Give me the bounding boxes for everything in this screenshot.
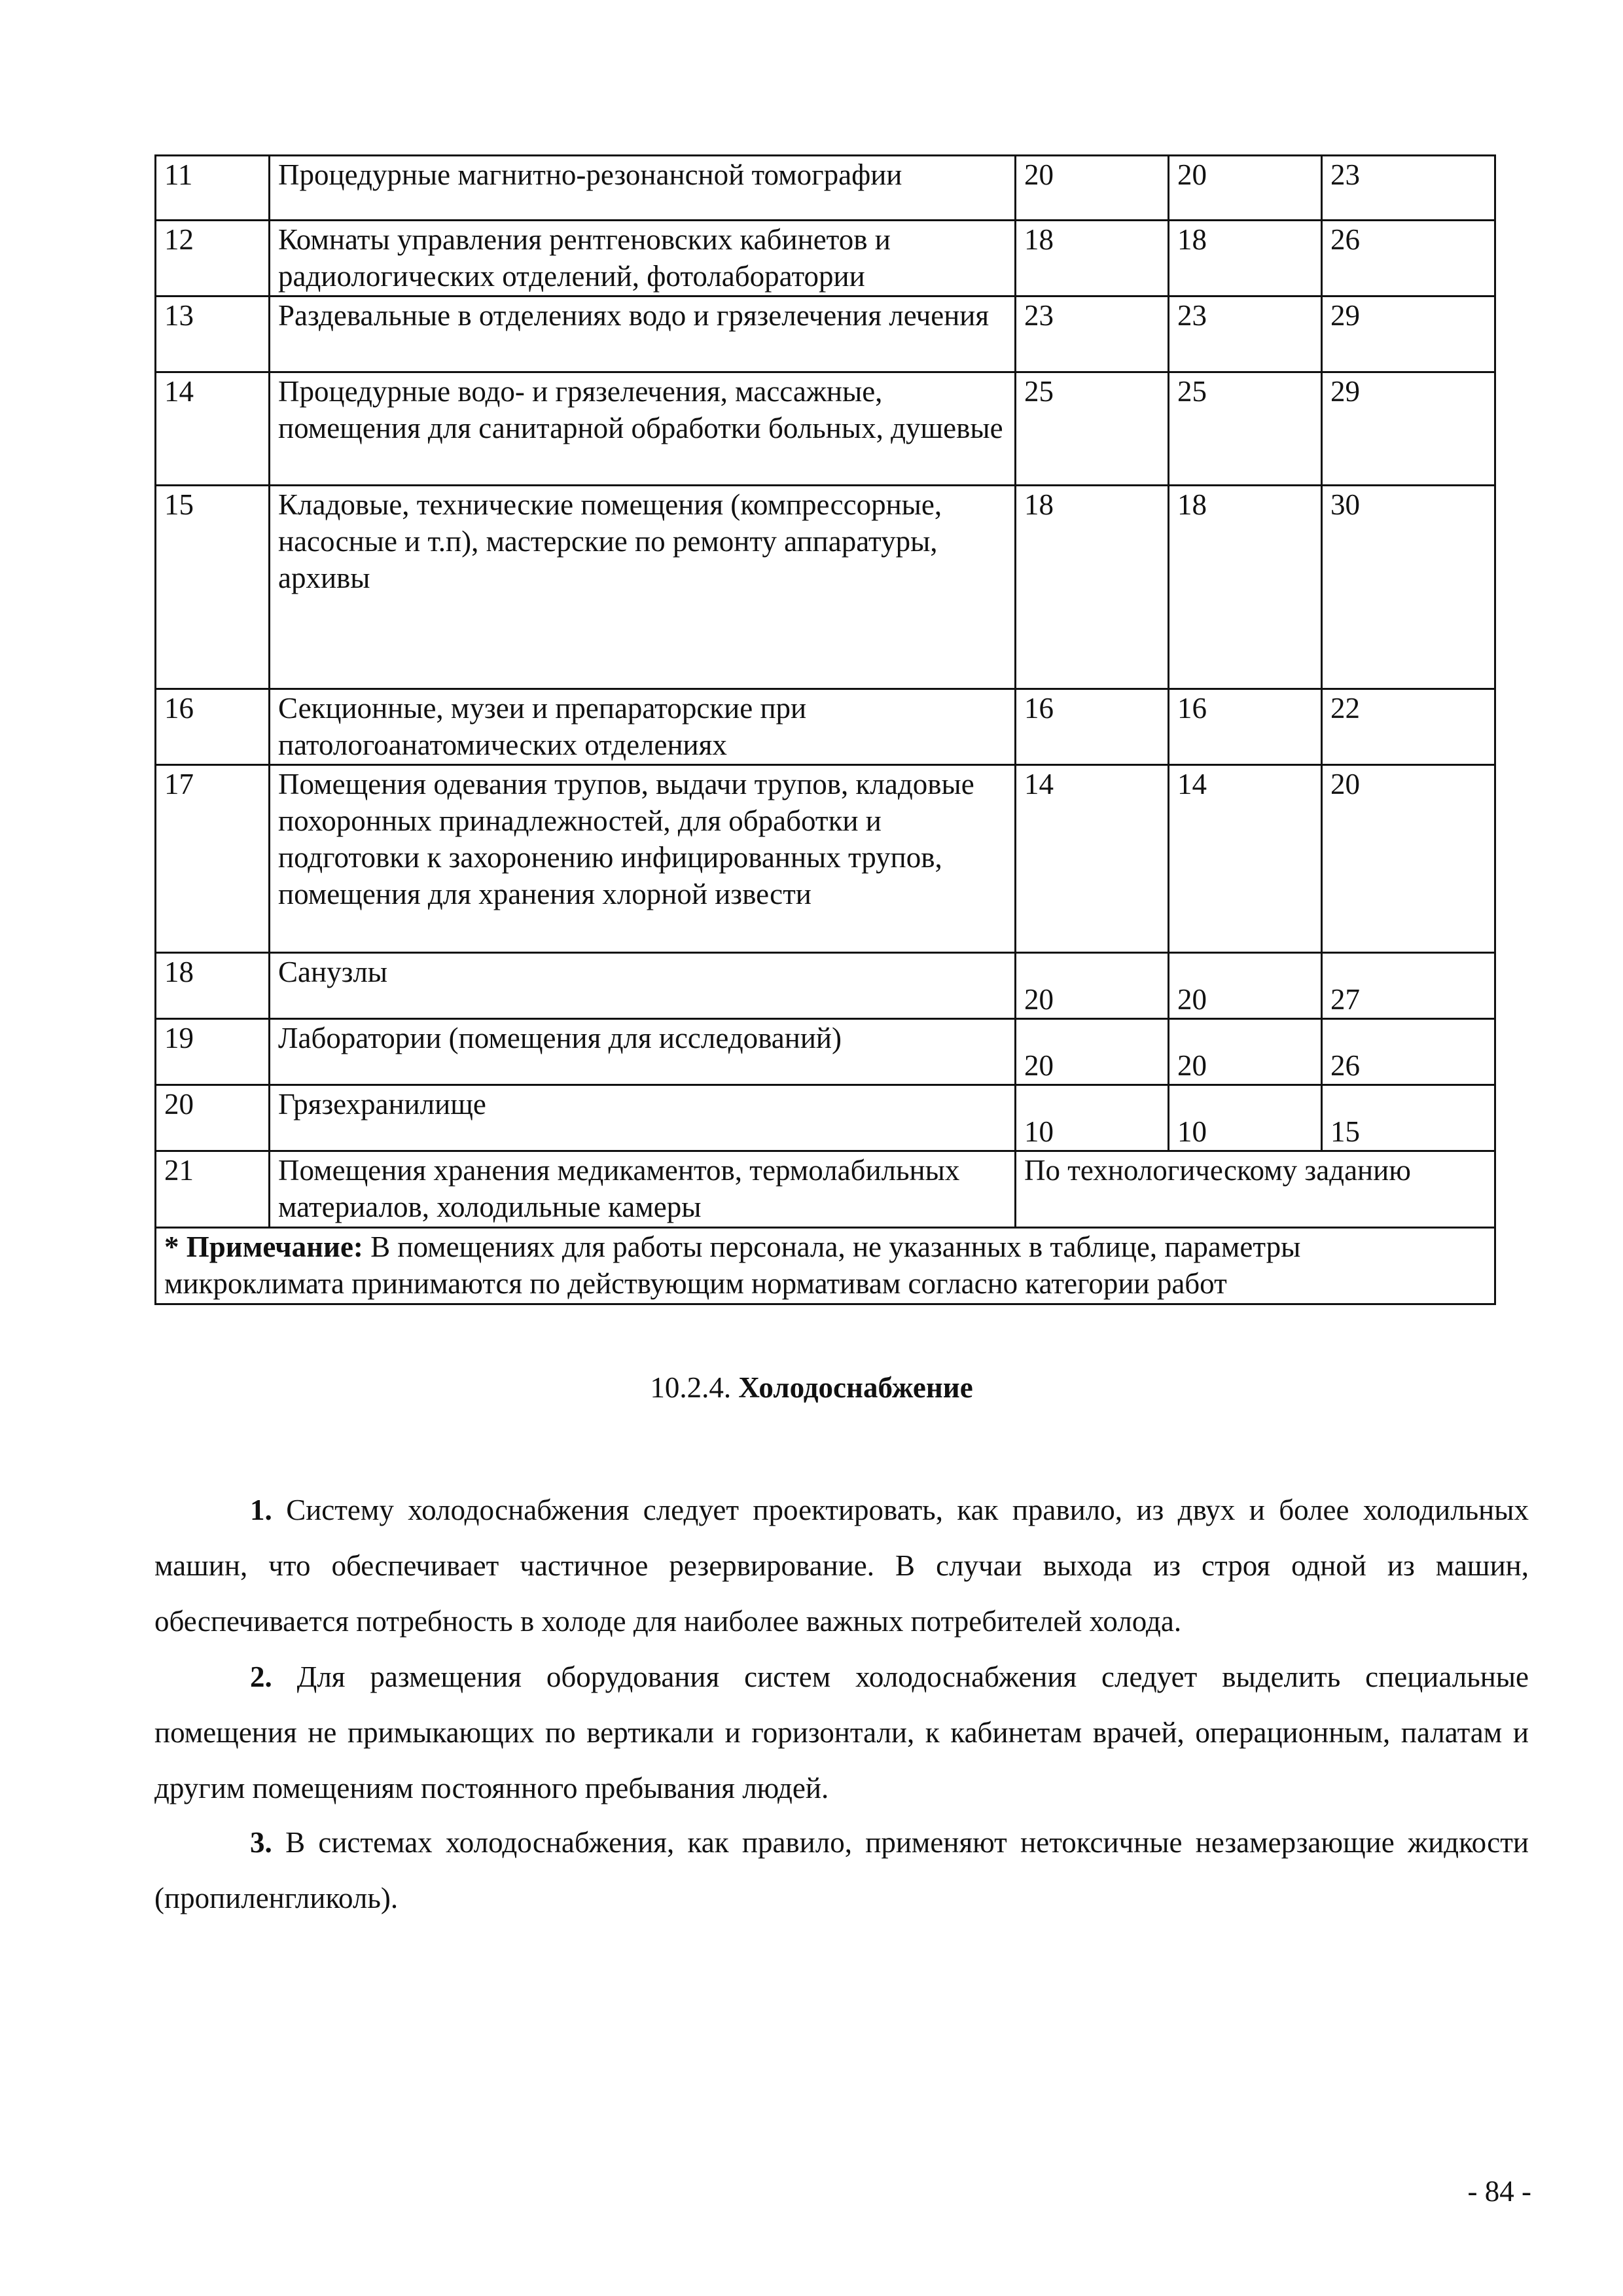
paragraph-text: Систему холодоснабжения следует проектировать, как правило, из двух и более холодильных машин, что обеспечивает частичное резервирование. В случаи выхода из строя одной из машин, обеспечивается потребность в холоде для наиболее важных потребителей холода. bbox=[154, 1494, 1529, 1638]
paragraph-number: 3. bbox=[250, 1826, 272, 1859]
table-row bbox=[156, 156, 1495, 221]
table-row bbox=[156, 1019, 1495, 1085]
row-number: 13 bbox=[156, 296, 270, 372]
table-row bbox=[156, 1085, 1495, 1151]
room-name: Лаборатории (помещения для исследований) bbox=[270, 1019, 1016, 1085]
value-cell: 20 bbox=[1169, 953, 1322, 1019]
paragraph bbox=[154, 1649, 1529, 1816]
row-number: 14 bbox=[156, 372, 270, 486]
row-number: 17 bbox=[156, 765, 270, 953]
section-heading bbox=[0, 1371, 1623, 1405]
value-cell: 23 bbox=[1016, 296, 1169, 372]
room-name: Помещения одевания трупов, выдачи трупов, кладовые похоронных принадлежностей, для обработки и подготовки к захоронению инфицированных трупов, помещения для хранения хлорной извести bbox=[270, 765, 1016, 953]
value-cell: 27 bbox=[1322, 953, 1495, 1019]
room-name: Грязехранилище bbox=[270, 1085, 1016, 1151]
row-number: 18 bbox=[156, 953, 270, 1019]
paragraph-number: 1. bbox=[250, 1494, 272, 1526]
paragraph-text: Для размещения оборудования систем холодоснабжения следует выделить специальные помещения не примыкающих по вертикали и горизонтали, к кабинетам врачей, операционным, палатам и другим помещениям постоянного пребывания людей. bbox=[154, 1660, 1529, 1804]
section-title: Холодоснабжение bbox=[738, 1371, 973, 1404]
table-row bbox=[156, 1151, 1495, 1228]
page-number: - 84 - bbox=[1467, 2175, 1531, 2208]
room-name: Раздевальные в отделениях водо и грязелечения лечения bbox=[270, 296, 1016, 372]
value-cell: 22 bbox=[1322, 689, 1495, 765]
row-number: 21 bbox=[156, 1151, 270, 1228]
value-cell: 20 bbox=[1016, 1019, 1169, 1085]
room-name: Санузлы bbox=[270, 953, 1016, 1019]
paragraph-text: В системах холодоснабжения, как правило, применяют нетоксичные незамерзающие жидкости (пропиленгликоль). bbox=[154, 1826, 1529, 1914]
table-row bbox=[156, 296, 1495, 372]
value-cell: 18 bbox=[1169, 221, 1322, 296]
table-row bbox=[156, 221, 1495, 296]
value-cell: 23 bbox=[1322, 156, 1495, 221]
value-cell: 10 bbox=[1016, 1085, 1169, 1151]
room-name: Процедурные водо- и грязелечения, массажные, помещения для санитарной обработки больных, душевые bbox=[270, 372, 1016, 486]
value-cell: 29 bbox=[1322, 296, 1495, 372]
table-row bbox=[156, 953, 1495, 1019]
value-cell: 16 bbox=[1169, 689, 1322, 765]
value-cell: 18 bbox=[1016, 486, 1169, 689]
value-cell: 25 bbox=[1016, 372, 1169, 486]
table-note bbox=[156, 1228, 1495, 1304]
note-text: В помещениях для работы персонала, не указанных в таблице, параметры микроклимата принимаются по действующим нормативам согласно категории работ bbox=[164, 1230, 1301, 1300]
value-cell: 29 bbox=[1322, 372, 1495, 486]
value-cell: 15 bbox=[1322, 1085, 1495, 1151]
room-name: Процедурные магнитно-резонансной томографии bbox=[270, 156, 1016, 221]
merged-value-cell: По технологическому заданию bbox=[1016, 1151, 1495, 1228]
value-cell: 20 bbox=[1322, 765, 1495, 953]
value-cell: 16 bbox=[1016, 689, 1169, 765]
value-cell: 26 bbox=[1322, 221, 1495, 296]
value-cell: 18 bbox=[1016, 221, 1169, 296]
note-label: * Примечание: bbox=[164, 1230, 363, 1263]
value-cell: 23 bbox=[1169, 296, 1322, 372]
row-number: 16 bbox=[156, 689, 270, 765]
table-row bbox=[156, 372, 1495, 486]
value-cell: 20 bbox=[1169, 156, 1322, 221]
table-row bbox=[156, 486, 1495, 689]
value-cell: 30 bbox=[1322, 486, 1495, 689]
value-cell: 14 bbox=[1169, 765, 1322, 953]
room-name: Секционные, музеи и препараторские при патологоанатомических отделениях bbox=[270, 689, 1016, 765]
value-cell: 25 bbox=[1169, 372, 1322, 486]
table-row bbox=[156, 765, 1495, 953]
section-number: 10.2.4. bbox=[650, 1371, 732, 1404]
value-cell: 14 bbox=[1016, 765, 1169, 953]
row-number: 12 bbox=[156, 221, 270, 296]
value-cell: 10 bbox=[1169, 1085, 1322, 1151]
value-cell: 18 bbox=[1169, 486, 1322, 689]
value-cell: 20 bbox=[1016, 156, 1169, 221]
paragraph bbox=[154, 1815, 1529, 1926]
row-number: 19 bbox=[156, 1019, 270, 1085]
value-cell: 20 bbox=[1169, 1019, 1322, 1085]
paragraph bbox=[154, 1482, 1529, 1649]
microclimate-table bbox=[154, 154, 1496, 1305]
note-row bbox=[156, 1228, 1495, 1304]
row-number: 15 bbox=[156, 486, 270, 689]
row-number: 11 bbox=[156, 156, 270, 221]
room-name: Кладовые, технические помещения (компрессорные, насосные и т.п), мастерские по ремонту аппаратуры, архивы bbox=[270, 486, 1016, 689]
value-cell: 26 bbox=[1322, 1019, 1495, 1085]
room-name: Помещения хранения медикаментов, термолабильных материалов, холодильные камеры bbox=[270, 1151, 1016, 1228]
room-name: Комнаты управления рентгеновских кабинетов и радиологических отделений, фотолаборатории bbox=[270, 221, 1016, 296]
table-row bbox=[156, 689, 1495, 765]
value-cell: 20 bbox=[1016, 953, 1169, 1019]
row-number: 20 bbox=[156, 1085, 270, 1151]
paragraph-number: 2. bbox=[250, 1660, 272, 1693]
